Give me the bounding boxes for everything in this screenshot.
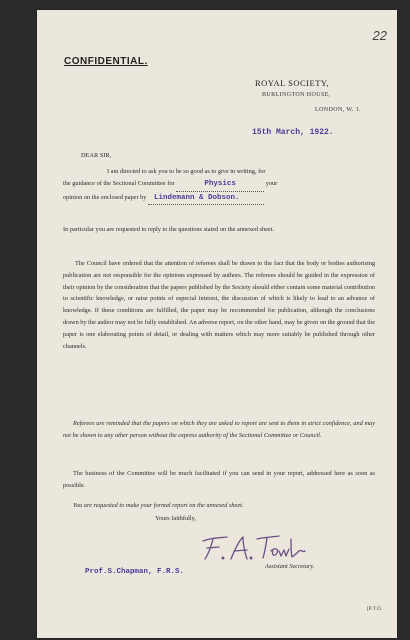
request-text-4: opinion on the enclosed paper by	[63, 193, 147, 201]
particular-paragraph: In particular you are requested to reply to the questions stated on the annexed sheet.	[63, 226, 275, 233]
council-paragraph: The Council have ordered that the attention of referees shall be drawn to the fact that the body or bodies authorising publication are not responsible for the opinions expressed by authors. The referees should be guided in the expression of their opinion by the consideration that the papers published by the Society should either contain some material contribution to scientific knowledge, or raise points of especial interest, the discussion of which is likely to lead to an advance of knowledge. If these conditions are fulfilled, the paper may be recommended for publication, although the conclusions drawn by the author may not be fully established. An adverse report, on the other hand, may be given on the ground that the paper is one elaborating points of detail, or dealing with matters which may more suitably be published through other channels.	[63, 260, 375, 350]
recipient: Prof.S.Chapman, F.R.S.	[85, 568, 185, 576]
address-line-2: LONDON, W. 1.	[315, 107, 362, 113]
request-line-2	[63, 178, 375, 192]
handwritten-signature	[199, 531, 309, 563]
request-text-3: your	[265, 179, 278, 187]
request-line-1: I am directed to ask you to be so good as to give in writing, for	[107, 168, 266, 175]
request-line-3	[63, 192, 375, 206]
referees-paragraph: Referees are reminded that the papers on which they are asked to report are sent to them in strict confidence, and may not be shown to any other person without the express authority of the Sectional Committee or Council.	[63, 420, 375, 439]
confidential-heading: CONFIDENTIAL.	[64, 56, 148, 67]
letter-sheet	[37, 10, 397, 638]
salutation: DEAR SIR,	[81, 152, 112, 159]
address-line-1: BURLINGTON HOUSE,	[262, 92, 331, 98]
request-paragraph	[63, 166, 375, 205]
folio-number: 22	[372, 28, 387, 43]
business-paragraph: The business of the Committee will be much facilitated if you can send in your report, addressed here as soon as possible.	[63, 470, 375, 489]
letter-date: 15th March, 1922.	[252, 128, 334, 137]
society-name: ROYAL SOCIETY,	[255, 78, 330, 88]
committee-field	[176, 178, 264, 192]
signatory-title: Assistant Secretary.	[265, 563, 315, 570]
closing: Yours faithfully,	[155, 515, 196, 522]
request-text-2: the guidance of the Sectional Committee for	[63, 179, 175, 187]
committee-name: Physics	[204, 179, 236, 188]
authors-field	[148, 192, 264, 206]
faint-bleedthrough: ⠀⠀	[123, 218, 132, 225]
paper-authors: Lindemann & Dobson.	[154, 193, 240, 202]
please-turn-over: [P.T.O.	[367, 607, 383, 612]
formal-report-note: You are requested to make your formal report on the annexed sheet.	[73, 502, 244, 509]
